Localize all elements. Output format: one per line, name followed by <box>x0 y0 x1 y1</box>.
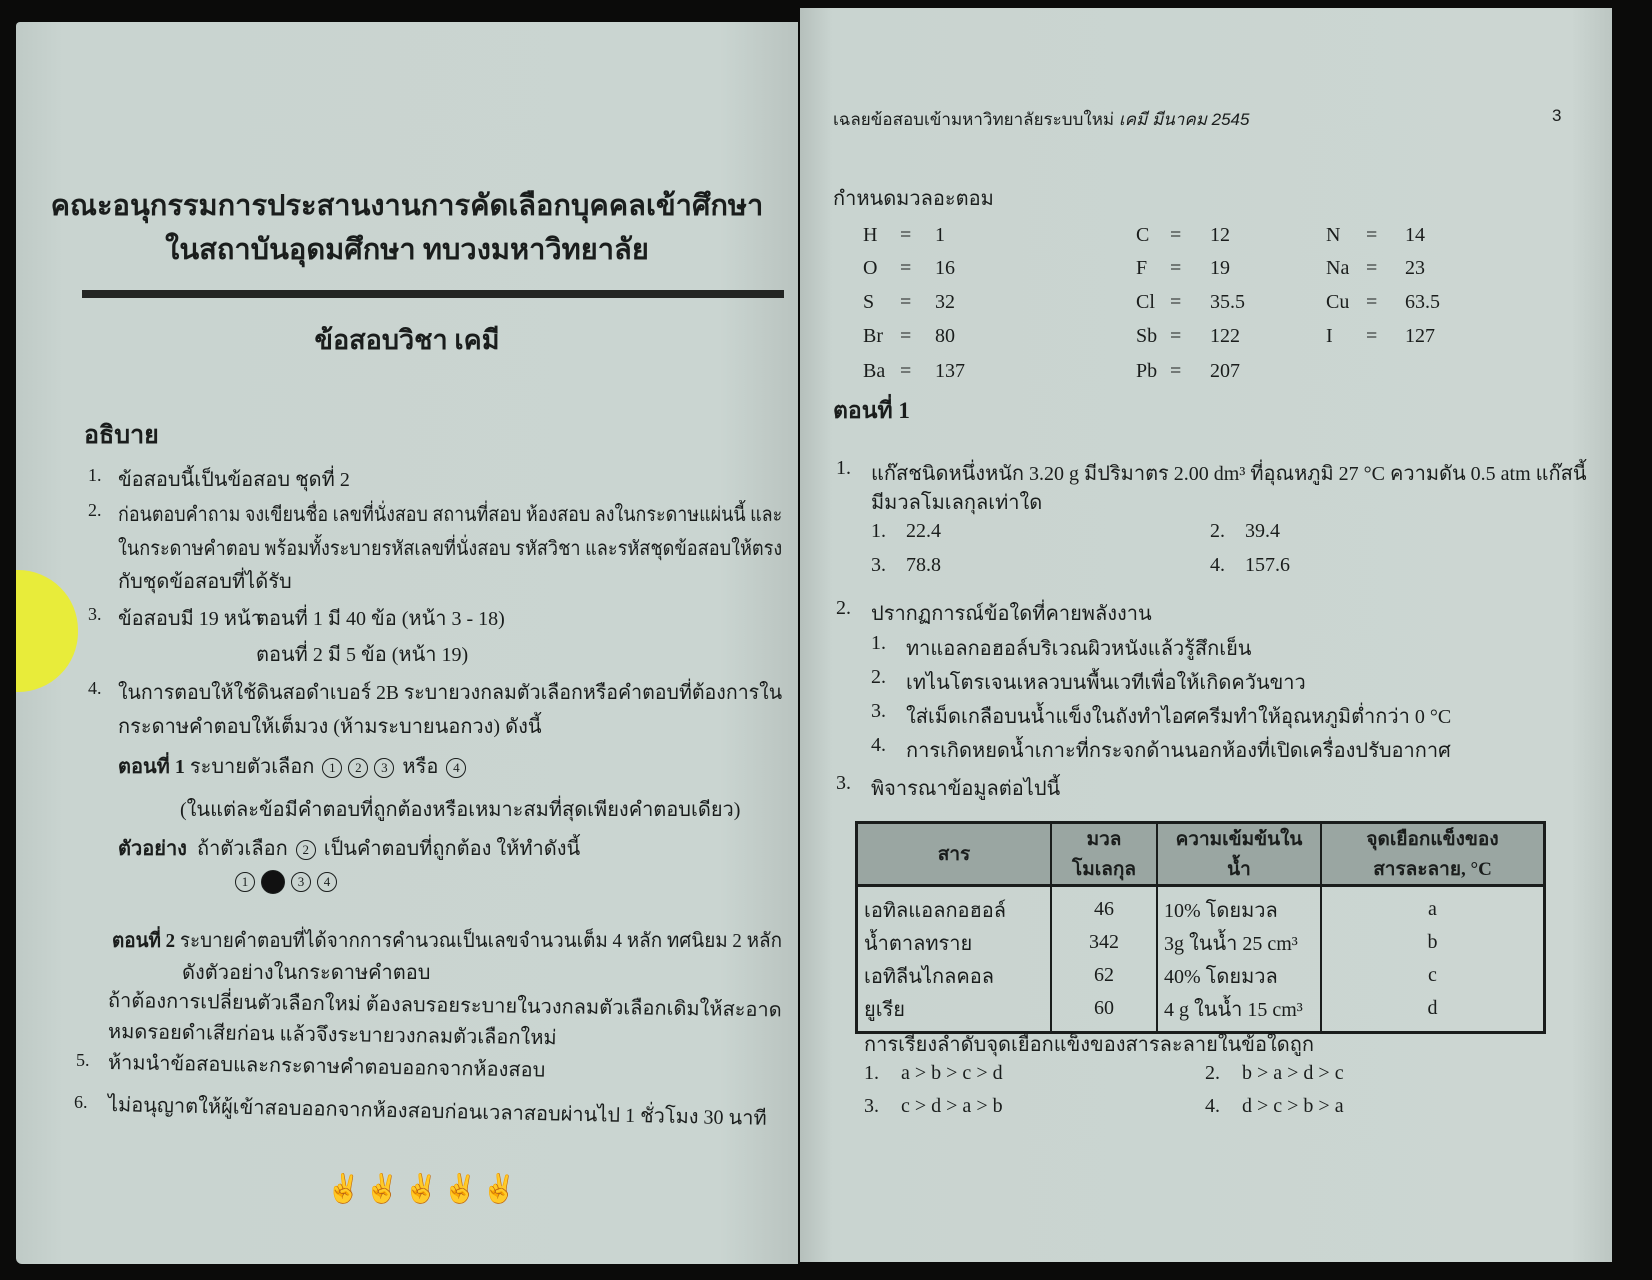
running-header <box>833 106 1249 133</box>
freezing-point-table <box>855 821 1546 1034</box>
part2-label: ตอนที่ 2 <box>112 930 176 952</box>
equals-sign: = <box>1170 360 1182 382</box>
table-header-row <box>857 823 1545 886</box>
element-symbol: Br <box>863 325 883 347</box>
option-text: 39.4 <box>1245 520 1280 542</box>
yellow-bookmark-tab <box>16 570 78 692</box>
option-number: 4. <box>871 734 886 756</box>
left-page <box>16 22 798 1264</box>
question-number: 3. <box>836 772 851 794</box>
part-heading: ตอนที่ 1 <box>833 398 910 423</box>
page-number: 3 <box>1552 106 1562 125</box>
option-number: 4. <box>1205 1095 1220 1117</box>
column-header: จุดเยือกแข็งของสารละลาย, °C <box>1321 823 1545 886</box>
option-text: a > b > c > d <box>901 1062 1003 1084</box>
option-text: เทไนโตรเจนเหลวบนพื้นเวทีเพื่อให้เกิดควันขาว <box>906 672 1306 694</box>
element-symbol: Pb <box>1136 360 1158 382</box>
option-text: การเกิดหยดน้ำเกาะที่กระจกด้านนอกห้องที่เปิดเครื่องปรับอากาศ <box>906 740 1451 762</box>
bubble-icon: 3 <box>374 758 394 778</box>
element-symbol: C <box>1136 224 1150 246</box>
part1-text: ระบายตัวเลือก <box>189 756 315 778</box>
atomic-mass-value: 63.5 <box>1405 291 1440 313</box>
part1-or: หรือ <box>402 756 439 778</box>
equals-sign: = <box>1170 291 1182 313</box>
item-text: ตอนที่ 2 มี 5 ข้อ (หน้า 19) <box>256 644 469 666</box>
table-cell: น้ำตาลทราย <box>857 926 1052 959</box>
atomic-mass-value: 122 <box>1210 325 1240 347</box>
table-cell: 60 <box>1051 992 1157 1033</box>
option-text: ทาแอลกอฮอล์บริเวณผิวหนังแล้วรู้สึกเย็น <box>906 638 1252 660</box>
element-symbol: Ba <box>863 360 886 382</box>
option-text: 157.6 <box>1245 554 1290 576</box>
table-cell: เอทิลแอลกอฮอล์ <box>857 886 1052 927</box>
equals-sign: = <box>900 257 912 279</box>
example-text-2: เป็นคำตอบที่ถูกต้อง ให้ทำดังนี้ <box>323 838 581 860</box>
column-header: ความเข้มข้นในน้ำ <box>1157 823 1321 886</box>
bubble-icon: 2 <box>296 840 316 860</box>
section-heading: อธิบาย <box>84 422 159 449</box>
victory-hand-ornament-icon: ✌✌✌✌✌ <box>326 1174 521 1205</box>
option-number: 3. <box>864 1095 879 1117</box>
item-text: กับชุดข้อสอบที่ได้รับ <box>118 571 292 593</box>
element-symbol: N <box>1326 224 1341 246</box>
equals-sign: = <box>900 224 912 246</box>
option-number: 2. <box>871 666 886 688</box>
equals-sign: = <box>1366 325 1378 347</box>
bubble-icon: 2 <box>348 758 368 778</box>
example-line <box>118 832 580 864</box>
item-text: ไม่อนุญาตให้ผู้เข้าสอบออกจากห้องสอบก่อนเวลาสอบผ่านไป 1 ชั่วโมง 30 นาที <box>107 1094 767 1130</box>
part1-instruction <box>118 750 469 782</box>
atomic-mass-value: 16 <box>935 257 955 279</box>
item-text: ในการตอบให้ใช้ดินสอดำเบอร์ 2B ระบายวงกลมตัวเลือกหรือคำตอบที่ต้องการใน <box>118 682 783 704</box>
header-subject: เคมี มีนาคม 2545 <box>1118 110 1250 129</box>
equals-sign: = <box>900 360 912 382</box>
item-number: 2. <box>88 500 102 520</box>
question-number: 2. <box>836 597 851 619</box>
item-text: ห้ามนำข้อสอบและกระดาษคำตอบออกจากห้องสอบ <box>107 1052 546 1082</box>
item-number: 3. <box>88 604 102 624</box>
element-symbol: Sb <box>1136 325 1158 347</box>
table-row <box>857 959 1545 992</box>
option-number: 3. <box>871 554 886 576</box>
item-text: กระดาษคำตอบให้เต็มวง (ห้ามระบายนอกวง) ดังนี้ <box>118 716 542 738</box>
item-number: 6. <box>74 1092 88 1112</box>
bubble-icon: 1 <box>235 872 255 892</box>
equals-sign: = <box>1170 257 1182 279</box>
table-cell: ยูเรีย <box>857 992 1052 1033</box>
table-cell: 62 <box>1051 959 1157 992</box>
example-label: ตัวอย่าง <box>118 838 187 860</box>
part2-line-1 <box>112 924 782 956</box>
item-number: 5. <box>76 1050 90 1070</box>
part1-label: ตอนที่ 1 <box>118 756 185 778</box>
option-number: 1. <box>864 1062 879 1084</box>
subject-title: ข้อสอบวิชา เคมี <box>314 325 500 355</box>
header-text: เฉลยข้อสอบเข้ามหาวิทยาลัยระบบใหม่ <box>833 110 1115 129</box>
filled-bubble-icon <box>261 870 285 894</box>
option-text: ใส่เม็ดเกลือบนน้ำแข็งในถังทำไอศครีมทำให้อุณหภูมิต่ำกว่า 0 °C <box>906 706 1452 728</box>
atomic-mass-value: 23 <box>1405 257 1425 279</box>
option-number: 3. <box>871 700 886 722</box>
option-number: 1. <box>871 632 886 654</box>
element-symbol: Cu <box>1326 291 1350 313</box>
title-line-1: คณะอนุกรรมการประสานงานการคัดเลือกบุคคลเข้าศึกษา <box>50 190 764 222</box>
item-text: ข้อสอบมี 19 หน้า <box>118 608 262 630</box>
option-number: 2. <box>1205 1062 1220 1084</box>
example-bubbles <box>232 870 340 894</box>
item-text: ตอนที่ 1 มี 40 ข้อ (หน้า 3 - 18) <box>256 608 505 630</box>
question-text: พิจารณาข้อมูลต่อไปนี้ <box>871 778 1061 800</box>
table-cell: 10% โดยมวล <box>1157 886 1321 927</box>
table-cell: d <box>1321 992 1545 1033</box>
table-cell: c <box>1321 959 1545 992</box>
element-symbol: I <box>1326 325 1333 347</box>
item-number: 1. <box>88 465 102 485</box>
part1-note: (ในแต่ละข้อมีคำตอบที่ถูกต้องหรือเหมาะสมที่สุดเพียงคำตอบเดียว) <box>180 799 741 821</box>
table-cell: 4 g ในน้ำ 15 cm³ <box>1157 992 1321 1033</box>
equals-sign: = <box>900 325 912 347</box>
right-page <box>800 8 1612 1262</box>
option-text: 22.4 <box>906 520 941 542</box>
atomic-mass-value: 80 <box>935 325 955 347</box>
item-number: 4. <box>88 678 102 698</box>
example-text-1: ถ้าตัวเลือก <box>196 838 288 860</box>
equals-sign: = <box>1170 224 1182 246</box>
equals-sign: = <box>1170 325 1182 347</box>
change-line-2: หมดรอยดำเสียก่อน แล้วจึงระบายวงกลมตัวเลือกใหม่ <box>107 1021 557 1050</box>
option-text: d > c > b > a <box>1242 1095 1344 1117</box>
atomic-mass-value: 14 <box>1405 224 1425 246</box>
table-cell: 40% โดยมวล <box>1157 959 1321 992</box>
question-text: แก๊สชนิดหนึ่งหนัก 3.20 g มีปริมาตร 2.00 dm³ ที่อุณหภูมิ 27 °C ความดัน 0.5 atm แก๊สนี้ <box>871 463 1587 485</box>
part2-line-2: ดังตัวอย่างในกระดาษคำตอบ <box>182 962 431 984</box>
item-text: ข้อสอบนี้เป็นข้อสอบ ชุดที่ 2 <box>118 469 350 491</box>
element-symbol: S <box>863 291 875 313</box>
title-divider <box>82 290 784 298</box>
part2-text: ระบายคำตอบที่ได้จากการคำนวณเป็นเลขจำนวนเต็ม 4 หลัก ทศนิยม 2 หลัก <box>179 930 783 952</box>
question-text: มีมวลโมเลกุลเท่าใด <box>871 492 1043 514</box>
bubble-icon: 4 <box>317 872 337 892</box>
atomic-mass-value: 32 <box>935 291 955 313</box>
element-symbol: O <box>863 257 878 279</box>
table-row <box>857 926 1545 959</box>
atomic-mass-value: 137 <box>935 360 965 382</box>
table-row <box>857 992 1545 1033</box>
table-cell: b <box>1321 926 1545 959</box>
equals-sign: = <box>1366 257 1378 279</box>
column-header: สาร <box>857 823 1052 886</box>
question-number: 1. <box>836 457 851 479</box>
atomic-mass-value: 127 <box>1405 325 1435 347</box>
question-text: การเรียงลำดับจุดเยือกแข็งของสารละลายในข้อใดถูก <box>864 1034 1314 1056</box>
option-text: c > d > a > b <box>901 1095 1003 1117</box>
item-text: ในกระดาษคำตอบ พร้อมทั้งระบายรหัสเลขที่นั่งสอบ รหัสวิชา และรหัสชุดข้อสอบให้ตรง <box>118 538 783 560</box>
element-symbol: Cl <box>1136 291 1155 313</box>
option-number: 2. <box>1210 520 1225 542</box>
equals-sign: = <box>900 291 912 313</box>
bubble-icon: 1 <box>322 758 342 778</box>
option-number: 4. <box>1210 554 1225 576</box>
item-text: ก่อนตอบคำถาม จงเขียนชื่อ เลขที่นั่งสอบ สถานที่สอบ ห้องสอบ ลงในกระดาษแผ่นนี้ และ <box>118 504 783 526</box>
question-text: ปรากฏการณ์ข้อใดที่คายพลังงาน <box>871 603 1152 625</box>
element-symbol: Na <box>1326 257 1350 279</box>
atomic-mass-value: 12 <box>1210 224 1230 246</box>
atomic-mass-value: 207 <box>1210 360 1240 382</box>
atomic-mass-value: 19 <box>1210 257 1230 279</box>
title-line-2: ในสถาบันอุดมศึกษา ทบวงมหาวิทยาลัย <box>165 234 649 266</box>
element-symbol: H <box>863 224 878 246</box>
equals-sign: = <box>1366 291 1378 313</box>
option-text: b > a > d > c <box>1242 1062 1344 1084</box>
element-symbol: F <box>1136 257 1148 279</box>
bubble-icon: 3 <box>291 872 311 892</box>
change-line-1: ถ้าต้องการเปลี่ยนตัวเลือกใหม่ ต้องลบรอยระบายในวงกลมตัวเลือกเดิมให้สะอาด <box>107 990 782 1022</box>
option-number: 1. <box>871 520 886 542</box>
atomic-mass-value: 1 <box>935 224 945 246</box>
table-cell: 46 <box>1051 886 1157 927</box>
table-cell: 3g ในน้ำ 25 cm³ <box>1157 926 1321 959</box>
table-cell: 342 <box>1051 926 1157 959</box>
column-header: มวลโมเลกุล <box>1051 823 1157 886</box>
table-cell: a <box>1321 886 1545 927</box>
table-cell: เอทิลีนไกลคอล <box>857 959 1052 992</box>
atomic-mass-heading: กำหนดมวลอะตอม <box>833 188 994 210</box>
equals-sign: = <box>1366 224 1378 246</box>
atomic-mass-value: 35.5 <box>1210 291 1245 313</box>
bubble-icon: 4 <box>446 758 466 778</box>
option-text: 78.8 <box>906 554 941 576</box>
table-row <box>857 886 1545 927</box>
